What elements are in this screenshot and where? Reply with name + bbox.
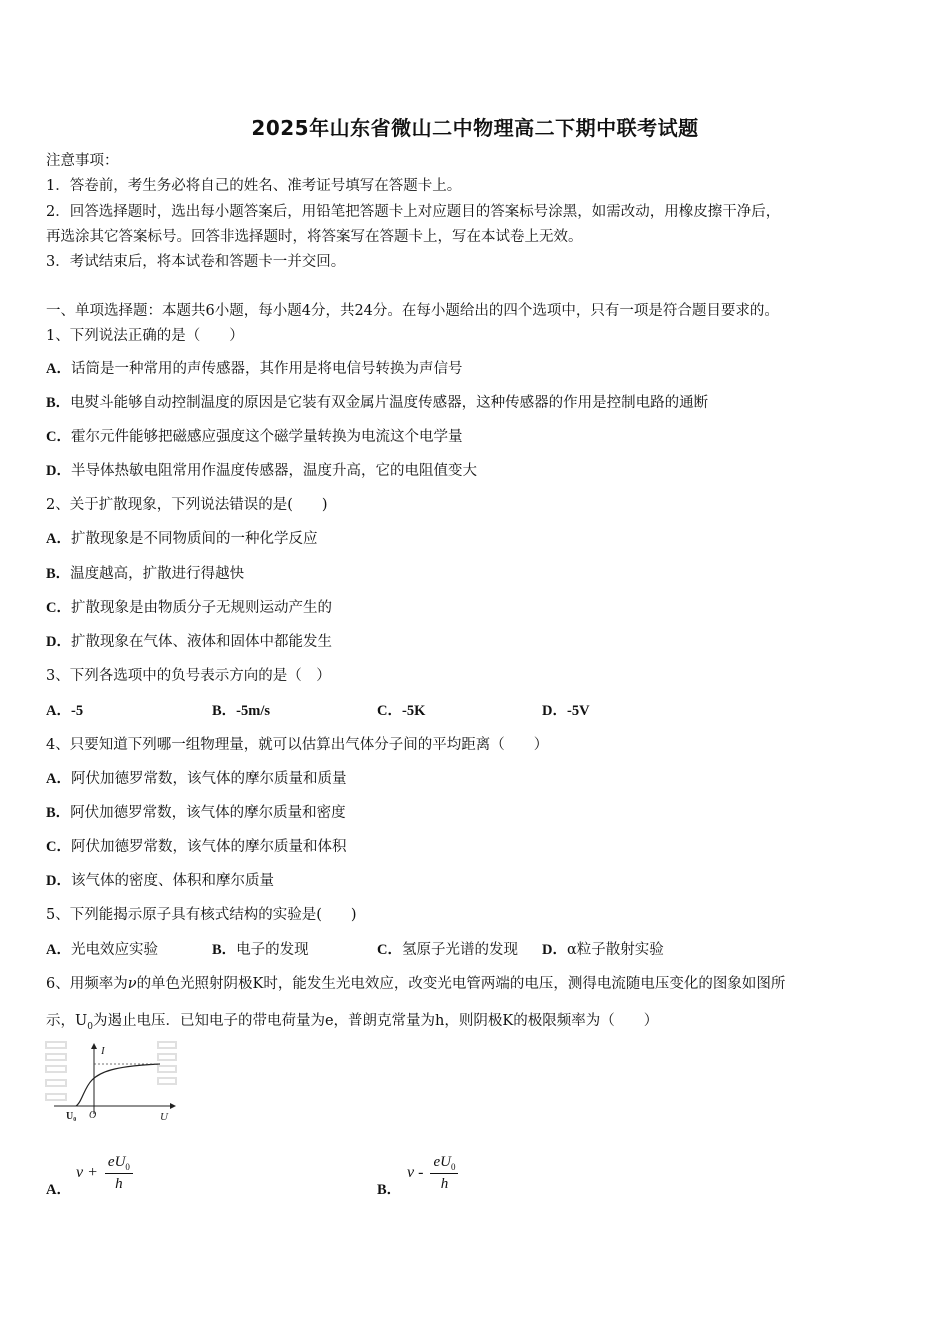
stem-text: 6、用频率为 bbox=[46, 976, 128, 992]
option-label: D． bbox=[542, 942, 567, 958]
option-text: 温度越高，扩散进行得越快 bbox=[70, 566, 245, 582]
current-voltage-graph bbox=[44, 1040, 180, 1124]
option-text: 话筒是一种常用的声传感器，其作用是将电信号转换为声信号 bbox=[70, 361, 463, 377]
option-text: 电子的发现 bbox=[236, 942, 309, 958]
stem-text: 为遏止电压．已知电子的带电荷量为e，普朗克常量为h，则阴极K的极限频率为（ ） bbox=[92, 1013, 659, 1029]
question-4-stem: 4、只要知道下列哪一组物理量，就可以估算出气体分子间的平均距离（ ） bbox=[46, 737, 549, 753]
u0-label: U₀ bbox=[66, 1111, 77, 1122]
notes-item: 1．答卷前，考生务必将自己的姓名、准考证号填写在答题卡上。 bbox=[46, 178, 462, 194]
question-2-option-d bbox=[46, 632, 332, 652]
u-axis-arrow-icon bbox=[170, 1103, 176, 1109]
notes-item: 3．考试结束后，将本试卷和答题卡一并交回。 bbox=[46, 254, 346, 270]
option-label: B． bbox=[46, 566, 71, 582]
question-5-option-c bbox=[377, 940, 518, 960]
page-title: 2025年山东省微山二中物理高二下期中联考试题 bbox=[251, 116, 699, 140]
formula-lead: ν - bbox=[407, 1164, 424, 1182]
i-axis-label: I bbox=[101, 1045, 105, 1057]
option-label: A． bbox=[46, 531, 71, 547]
option-text: 半导体热敏电阻常用作温度传感器，温度升高，它的电阻值变大 bbox=[70, 463, 477, 479]
option-label: D． bbox=[46, 634, 71, 650]
fraction bbox=[430, 1154, 458, 1193]
option-label: D． bbox=[46, 463, 71, 479]
question-2-option-c bbox=[46, 598, 332, 618]
question-1-option-b bbox=[46, 393, 708, 413]
question-6-option-a-formula bbox=[76, 1154, 133, 1193]
i-axis-arrow-icon bbox=[91, 1043, 97, 1049]
question-2-option-a bbox=[46, 529, 317, 549]
option-text: -5V bbox=[566, 703, 590, 719]
fraction-numerator bbox=[430, 1154, 458, 1174]
option-label: C． bbox=[46, 839, 71, 855]
stem-text: 示，U bbox=[46, 1013, 88, 1029]
option-label: B． bbox=[46, 395, 71, 411]
question-6-option-b-label bbox=[377, 1180, 401, 1200]
option-text: 扩散现象在气体、液体和固体中都能发生 bbox=[70, 634, 332, 650]
option-label: B． bbox=[46, 805, 71, 821]
question-4-option-a bbox=[46, 769, 346, 789]
option-label: C． bbox=[46, 600, 71, 616]
stem-text: 的单色光照射阴极K时，能发生光电效应，改变光电管两端的电压，测得电流随电压变化的图象如图所 bbox=[136, 976, 786, 992]
question-2-option-b bbox=[46, 564, 244, 584]
question-5-option-b bbox=[212, 940, 309, 960]
formula-lead: ν + bbox=[76, 1164, 98, 1182]
option-text: 阿伏加德罗常数，该气体的摩尔质量和体积 bbox=[70, 839, 347, 855]
question-3-stem: 3、下列各选项中的负号表示方向的是（ ） bbox=[46, 668, 331, 684]
question-5-option-a bbox=[46, 940, 158, 960]
question-6-stem-line-2 bbox=[46, 1011, 658, 1037]
photocurrent-curve bbox=[76, 1064, 160, 1106]
question-5-stem: 5、下列能揭示原子具有核式结构的实验是( ) bbox=[46, 907, 357, 923]
origin-label: O bbox=[89, 1110, 97, 1121]
option-label: B． bbox=[377, 1182, 402, 1198]
option-text: 该气体的密度、体积和摩尔质量 bbox=[70, 873, 274, 889]
question-6-stem-line-1 bbox=[46, 974, 785, 994]
question-5-option-d bbox=[542, 940, 664, 960]
question-1-option-d bbox=[46, 461, 477, 481]
question-3-option-b bbox=[212, 701, 270, 721]
option-text: -5m/s bbox=[236, 703, 271, 719]
numerator-subscript: 0 bbox=[450, 1162, 456, 1172]
option-text: 阿伏加德罗常数，该气体的摩尔质量和质量 bbox=[70, 771, 347, 787]
nu-symbol: ν bbox=[127, 976, 137, 992]
option-text: 扩散现象是不同物质间的一种化学反应 bbox=[70, 531, 318, 547]
option-text: α粒子散射实验 bbox=[566, 942, 664, 958]
option-text: 霍尔元件能够把磁感应强度这个磁学量转换为电流这个电学量 bbox=[70, 429, 463, 445]
option-text: 氢原子光谱的发现 bbox=[401, 942, 518, 958]
option-text: 电熨斗能够自动控制温度的原因是它装有双金属片温度传感器，这种传感器的作用是控制电路的通断 bbox=[70, 395, 709, 411]
fraction-denominator: h bbox=[115, 1176, 123, 1192]
option-label: A． bbox=[46, 942, 71, 958]
option-label: B． bbox=[212, 703, 237, 719]
option-label: A． bbox=[46, 1182, 71, 1198]
option-text: -5 bbox=[70, 703, 84, 719]
question-2-stem: 2、关于扩散现象，下列说法错误的是( ) bbox=[46, 497, 328, 513]
option-label: A． bbox=[46, 703, 71, 719]
question-6-option-b-formula bbox=[407, 1154, 458, 1193]
option-text: 阿伏加德罗常数，该气体的摩尔质量和密度 bbox=[70, 805, 346, 821]
option-label: A． bbox=[46, 771, 71, 787]
option-label: A． bbox=[46, 361, 71, 377]
numerator-subscript: 0 bbox=[125, 1162, 130, 1172]
option-label: C． bbox=[377, 703, 402, 719]
question-3-option-c bbox=[377, 701, 425, 721]
numerator-text: eU bbox=[433, 1154, 451, 1170]
notes-heading: 注意事项： bbox=[46, 153, 119, 169]
u-axis-label: U bbox=[160, 1111, 168, 1123]
question-3-option-a bbox=[46, 701, 83, 721]
option-text: -5K bbox=[401, 703, 426, 719]
question-4-option-b bbox=[46, 803, 346, 823]
question-4-option-d bbox=[46, 871, 274, 891]
question-1-option-a bbox=[46, 359, 462, 379]
question-1-option-c bbox=[46, 427, 462, 447]
fraction-denominator: h bbox=[440, 1176, 449, 1192]
question-4-option-c bbox=[46, 837, 346, 857]
option-label: B． bbox=[212, 942, 237, 958]
fraction bbox=[105, 1154, 133, 1193]
option-text: 扩散现象是由物质分子无规则运动产生的 bbox=[70, 600, 332, 616]
notes-item: 再选涂其它答案标号。回答非选择题时，将答案写在答题卡上，写在本试卷上无效。 bbox=[46, 229, 583, 245]
numerator-text: eU bbox=[107, 1154, 126, 1170]
section-heading: 一、单项选择题：本题共6小题，每小题4分，共24分。在每小题给出的四个选项中，只有一项是符合题目要求的。 bbox=[46, 303, 779, 319]
subscript: 0 bbox=[87, 1021, 93, 1032]
option-label: C． bbox=[377, 942, 402, 958]
option-label: C． bbox=[46, 429, 71, 445]
fraction-numerator bbox=[105, 1154, 133, 1174]
question-1-stem: 1、下列说法正确的是（ ） bbox=[46, 328, 244, 344]
question-6-option-a-label bbox=[46, 1180, 71, 1200]
option-label: D． bbox=[46, 873, 71, 889]
notes-item: 2．回答选择题时，选出每小题答案后，用铅笔把答题卡上对应题目的答案标号涂黑，如需改动，用橡皮擦干净后， bbox=[46, 204, 781, 220]
option-label: D． bbox=[542, 703, 567, 719]
option-text: 光电效应实验 bbox=[70, 942, 158, 958]
question-3-option-d bbox=[542, 701, 590, 721]
